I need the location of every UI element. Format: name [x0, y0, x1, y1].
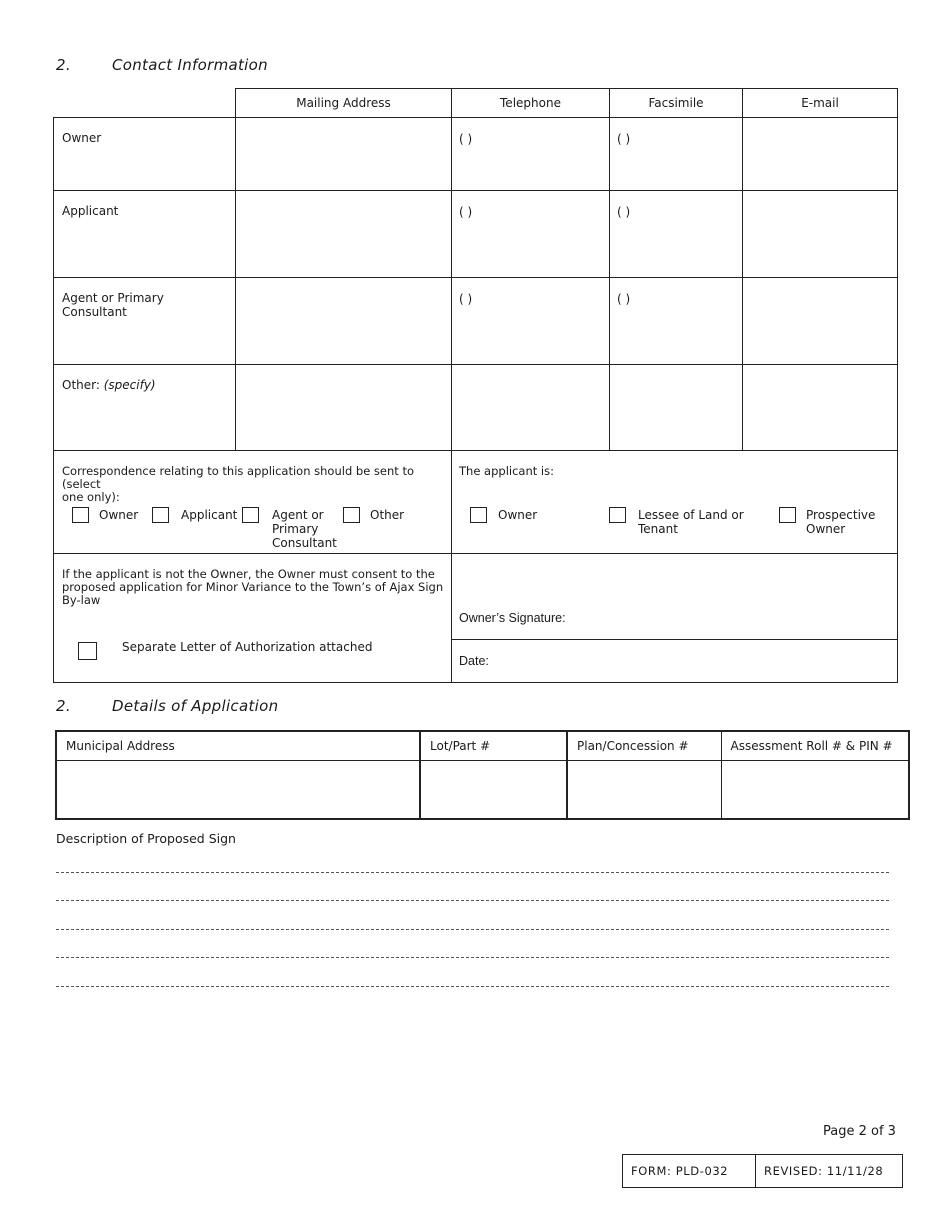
owner-email-field[interactable]: [743, 118, 898, 191]
consent-text-line3: By-law: [62, 593, 101, 607]
consent-text-line1: If the applicant is not the Owner, the Owner must consent to the: [62, 567, 435, 581]
applicant-is-prospective-line1: Prospective: [806, 508, 876, 522]
applicant-is-prospective-line2: Owner: [806, 522, 846, 536]
date-label: Date:: [459, 654, 489, 668]
authorization-letter-label: Separate Letter of Authorization attached: [122, 640, 373, 654]
other-facsimile-field[interactable]: [610, 365, 743, 451]
other-telephone-field[interactable]: [452, 365, 610, 451]
applicant-is-prospective-label: [806, 508, 875, 536]
area-code-parens: ( ): [617, 292, 631, 306]
correspondence-cell: [54, 451, 452, 554]
send-to-agent-label-line2: Primary: [272, 522, 319, 536]
agent-mailing-address-field[interactable]: [236, 278, 452, 365]
agent-email-field[interactable]: [743, 278, 898, 365]
empty-corner: [54, 89, 236, 118]
row-owner: [54, 118, 898, 191]
row-label-agent-line1: Agent or Primary: [62, 291, 164, 305]
row-agent: [54, 278, 898, 365]
other-mailing-address-field[interactable]: [236, 365, 452, 451]
description-line-5[interactable]: [56, 986, 889, 987]
municipal-address-field[interactable]: [56, 761, 420, 820]
header-lot-part: Lot/Part #: [420, 731, 567, 761]
area-code-parens: ( ): [617, 205, 631, 219]
plan-concession-field[interactable]: [567, 761, 721, 820]
applicant-is-prospective-checkbox[interactable]: [779, 507, 796, 523]
page-number: Page 2 of 3: [823, 1124, 896, 1139]
section-title-details: [56, 697, 456, 717]
row-label-owner: Owner: [62, 131, 102, 145]
send-to-agent-checkbox[interactable]: [242, 507, 259, 523]
send-to-other-label: Other: [370, 508, 405, 522]
applicant-is-lessee-label: [638, 508, 744, 536]
header-facsimile: Facsimile: [610, 89, 743, 118]
row-other: [54, 365, 898, 451]
description-line-1[interactable]: [56, 872, 889, 873]
applicant-mailing-address-field[interactable]: [236, 191, 452, 278]
section-title-contact: [56, 56, 456, 76]
send-to-owner-checkbox[interactable]: [72, 507, 89, 523]
applicant-is-cell: [452, 451, 898, 554]
header-mailing-address: Mailing Address: [236, 89, 452, 118]
description-line-3[interactable]: [56, 929, 889, 930]
owner-mailing-address-field[interactable]: [236, 118, 452, 191]
applicant-is-owner-label: Owner: [498, 508, 538, 522]
send-to-applicant-label: Applicant: [181, 508, 238, 522]
row-label-other: [62, 378, 156, 392]
row-consent-signature: [54, 554, 898, 640]
applicant-is-owner-checkbox[interactable]: [470, 507, 487, 523]
description-line-2[interactable]: [56, 900, 889, 901]
assessment-roll-field[interactable]: [721, 761, 909, 820]
applicant-is-lessee-checkbox[interactable]: [609, 507, 626, 523]
row-applicant: [54, 191, 898, 278]
date-field[interactable]: [452, 640, 898, 683]
row-label-other-text: Other:: [62, 378, 100, 392]
header-email: E-mail: [743, 89, 898, 118]
correspondence-prompt-line1: Correspondence relating to this application should be sent to (select: [62, 464, 414, 491]
authorization-letter-checkbox[interactable]: [78, 642, 97, 660]
details-table: [55, 730, 910, 820]
applicant-is-prompt: The applicant is:: [459, 464, 554, 478]
area-code-parens: ( ): [459, 292, 473, 306]
send-to-applicant-checkbox[interactable]: [152, 507, 169, 523]
contact-table: [53, 88, 898, 683]
section-title-text: Details of Application: [112, 697, 279, 715]
header-municipal-address: Municipal Address: [56, 731, 420, 761]
row-correspondence: [54, 451, 898, 554]
applicant-telephone-field[interactable]: [452, 191, 610, 278]
lot-part-field[interactable]: [420, 761, 567, 820]
row-label-agent-line2: Consultant: [62, 305, 127, 319]
section-title-text: Contact Information: [112, 56, 268, 74]
correspondence-prompt-line2: one only):: [62, 490, 120, 504]
correspondence-prompt: [62, 465, 447, 504]
other-email-field[interactable]: [743, 365, 898, 451]
row-label-agent: [62, 291, 164, 319]
description-label: Description of Proposed Sign: [56, 831, 236, 846]
revised-date: REVISED: 11/11/28: [756, 1155, 903, 1188]
agent-facsimile-field[interactable]: [610, 278, 743, 365]
area-code-parens: ( ): [617, 132, 631, 146]
header-plan-concession: Plan/Concession #: [567, 731, 721, 761]
form-number: FORM: PLD-032: [623, 1155, 756, 1188]
applicant-email-field[interactable]: [743, 191, 898, 278]
owner-signature-label: Owner’s Signature:: [459, 611, 566, 625]
send-to-agent-label: [272, 508, 337, 550]
agent-telephone-field[interactable]: [452, 278, 610, 365]
area-code-parens: ( ): [459, 132, 473, 146]
form-id-box: [622, 1154, 903, 1188]
send-to-agent-label-line1: Agent or: [272, 508, 324, 522]
header-telephone: Telephone: [452, 89, 610, 118]
owner-facsimile-field[interactable]: [610, 118, 743, 191]
description-line-4[interactable]: [56, 957, 889, 958]
send-to-owner-label: Owner: [99, 508, 139, 522]
applicant-facsimile-field[interactable]: [610, 191, 743, 278]
section-number: 2.: [56, 697, 71, 715]
area-code-parens: ( ): [459, 205, 473, 219]
section-number: 2.: [56, 56, 71, 74]
owner-signature-field[interactable]: [452, 554, 898, 640]
applicant-is-lessee-line2: Tenant: [638, 522, 678, 536]
row-label-other-note: (specify): [103, 378, 156, 392]
applicant-is-lessee-line1: Lessee of Land or: [638, 508, 744, 522]
row-label-applicant: Applicant: [62, 204, 119, 218]
header-assessment-roll: Assessment Roll # & PIN #: [721, 731, 909, 761]
send-to-agent-label-line3: Consultant: [272, 536, 337, 550]
consent-cell: [54, 554, 452, 683]
owner-telephone-field[interactable]: [452, 118, 610, 191]
send-to-other-checkbox[interactable]: [343, 507, 360, 523]
consent-text-line2: proposed application for Minor Variance to the Town’s of Ajax Sign: [62, 580, 444, 594]
consent-text: [62, 568, 447, 607]
